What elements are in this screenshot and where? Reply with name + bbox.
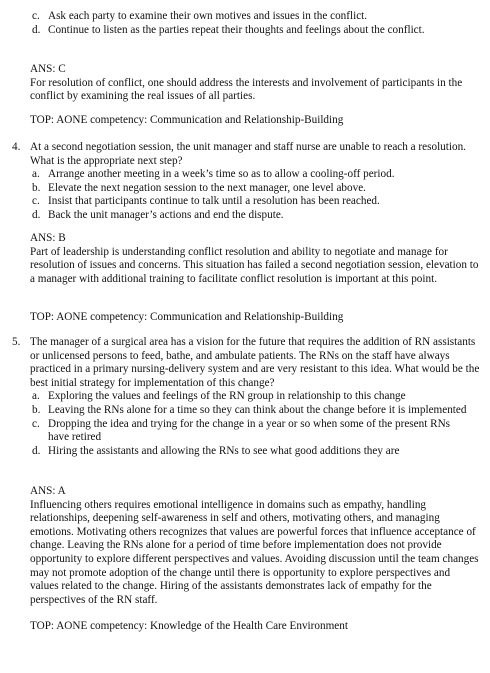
answer-block (30, 63, 480, 104)
topic-line: TOP: AONE competency: Communication and Relationship-Building (30, 311, 344, 323)
option-text: Exploring the values and feelings of the RN group in relationship to this change (48, 390, 406, 403)
question-5 (12, 336, 480, 458)
option-d (30, 445, 480, 459)
topic-block (30, 311, 480, 325)
option-d (30, 24, 450, 38)
option-text: Elevate the next negation session to the next manager, one level above. (48, 181, 366, 194)
option-d (30, 209, 480, 223)
option-letter: d. (32, 444, 41, 457)
option-text: Continue to listen as the parties repeat their thoughts and feelings about the conflict. (48, 23, 425, 36)
option-letter: b. (32, 403, 41, 416)
option-letter: d. (32, 23, 41, 36)
option-text: Insist that participants continue to talk until a resolution has been reached. (48, 195, 380, 208)
option-letter: a. (32, 168, 40, 181)
topic-block (30, 620, 480, 634)
question-stem (12, 336, 480, 390)
option-a (30, 168, 480, 182)
option-text: Leaving the RNs alone for a time so they can think about the change before it is implemented (48, 403, 467, 416)
option-c (30, 10, 450, 24)
rationale-text: For resolution of conflict, one should address the interests and involvement of participants in the conflict by examining the real issues of all parties. (30, 76, 463, 103)
option-letter: c. (32, 195, 40, 208)
answer-block (30, 485, 480, 607)
question-number: 4. (12, 141, 21, 153)
option-letter: d. (32, 208, 41, 221)
option-letter: b. (32, 181, 41, 194)
question-4 (12, 141, 480, 223)
option-letter: c. (32, 417, 40, 430)
question-text: The manager of a surgical area has a vision for the future that requires the addition of RN assistants or unlicensed persons to feed, bathe, and ambulate patients. The RNs on the staff have always practiced in a primary nursing-delivery system and are very resistant to this idea. What would be the best initial strategy for implementation of this change? (30, 336, 480, 389)
option-c (30, 195, 480, 209)
option-text: Arrange another meeting in a week’s time so as to allow a cooling-off period. (48, 168, 395, 181)
topic-line: TOP: AONE competency: Communication and Relationship-Building (30, 114, 344, 126)
option-a (30, 390, 480, 404)
answer-key: ANS: A (30, 485, 66, 497)
answer-block (30, 232, 480, 286)
carryover-options (30, 10, 450, 37)
topic-line: TOP: AONE competency: Knowledge of the Health Care Environment (30, 620, 348, 632)
option-text: Dropping the idea and trying for the change in a year or so when some of the present RNs have retired (48, 417, 451, 444)
question-stem (12, 141, 480, 168)
option-letter: a. (32, 390, 40, 403)
question-number: 5. (12, 336, 21, 348)
option-b (30, 182, 480, 196)
option-c (30, 418, 468, 445)
answer-key: ANS: B (30, 232, 66, 244)
question-text: At a second negotiation session, the unit manager and staff nurse are unable to reach a resolution. What is the appropriate next step? (30, 141, 466, 167)
option-text: Back the unit manager’s actions and end the dispute. (48, 208, 284, 221)
option-letter: c. (32, 10, 40, 22)
answer-key: ANS: C (30, 63, 66, 75)
option-b (30, 404, 468, 418)
option-text: Ask each party to examine their own motives and issues in the conflict. (48, 10, 368, 22)
option-text: Hiring the assistants and allowing the RNs to see what good additions they are (48, 444, 400, 457)
topic-block (30, 114, 480, 128)
rationale-text: Influencing others requires emotional intelligence in domains such as empathy, handling relationships, deepening self-awareness in self and others, motivating others, and managing emotions. Motivating others recognizes that values are powerful forces that influence acceptance of change. Leaving the RNs alone for a period of time before implementation does not provide opportunity to explore different perspectives and values. Avoiding discussion until the team changes may not promote adoption of the change until there is opportunity to explore perspectives and values related to the change. Hiring of the assistants demonstrates lack of empathy for the perspectives of the RN staff. (30, 498, 479, 606)
rationale-text: Part of leadership is understanding conflict resolution and ability to negotiate and manage for resolution of issues and concerns. This situation has failed a second negotiation session, elevation to a manager with additional training to facilitate conflict resolution is important at this point. (30, 245, 479, 285)
